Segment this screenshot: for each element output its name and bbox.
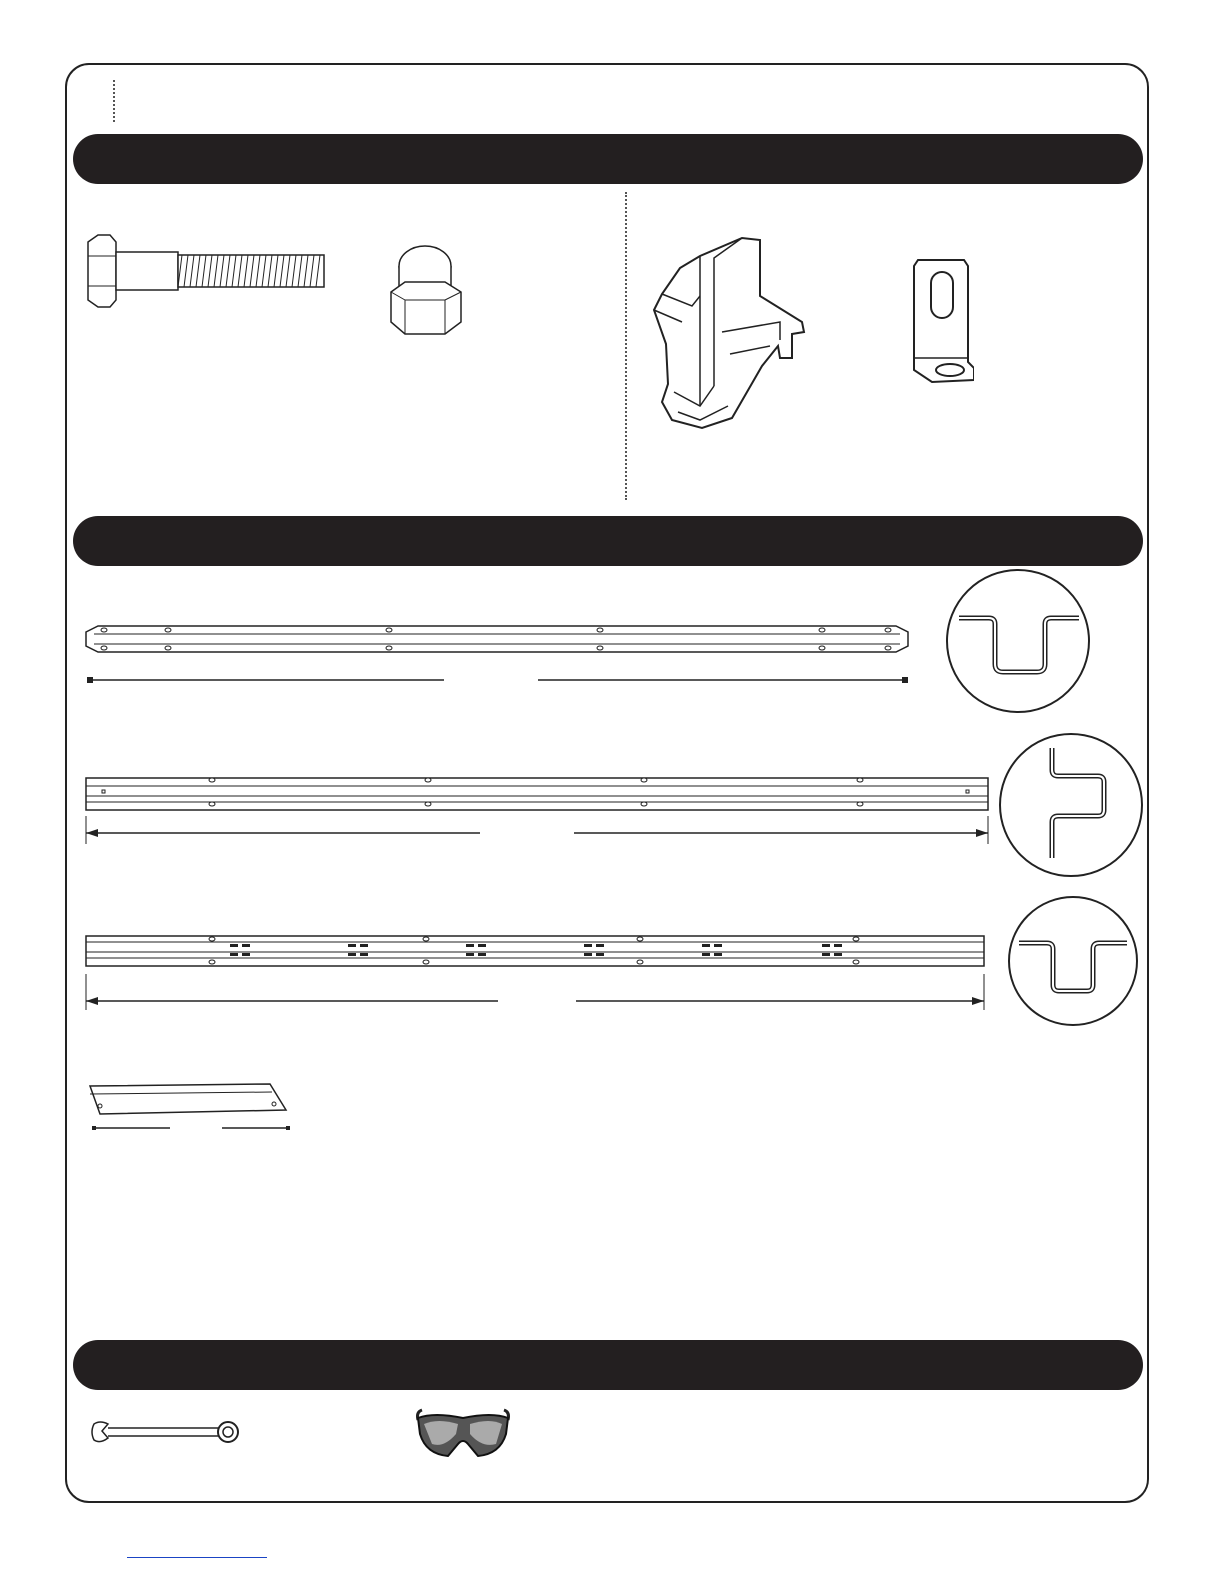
z-channel-profile-icon bbox=[998, 732, 1144, 878]
hardware-dotted-divider bbox=[625, 192, 627, 500]
short-angle-strip-icon bbox=[86, 1080, 292, 1136]
cap-nut-icon bbox=[385, 244, 465, 338]
hat-channel-rail-icon bbox=[84, 934, 990, 1010]
section-bar-tools bbox=[73, 1340, 1143, 1390]
u-channel-rail-icon bbox=[84, 624, 914, 690]
plastic-clip-icon bbox=[652, 236, 810, 432]
angle-bracket-icon bbox=[908, 258, 974, 384]
section-bar-lumber bbox=[73, 516, 1143, 566]
safety-glasses-icon bbox=[414, 1404, 512, 1462]
z-channel-rail-icon bbox=[84, 776, 990, 844]
section-bar-hardware bbox=[73, 134, 1143, 184]
hat-channel-profile-icon bbox=[1007, 895, 1139, 1027]
hex-bolt-icon bbox=[84, 234, 330, 308]
footer-link-underline bbox=[127, 1557, 267, 1558]
combination-wrench-icon bbox=[90, 1418, 240, 1448]
u-channel-profile-icon bbox=[945, 568, 1091, 714]
header-dotted-divider bbox=[113, 80, 115, 122]
